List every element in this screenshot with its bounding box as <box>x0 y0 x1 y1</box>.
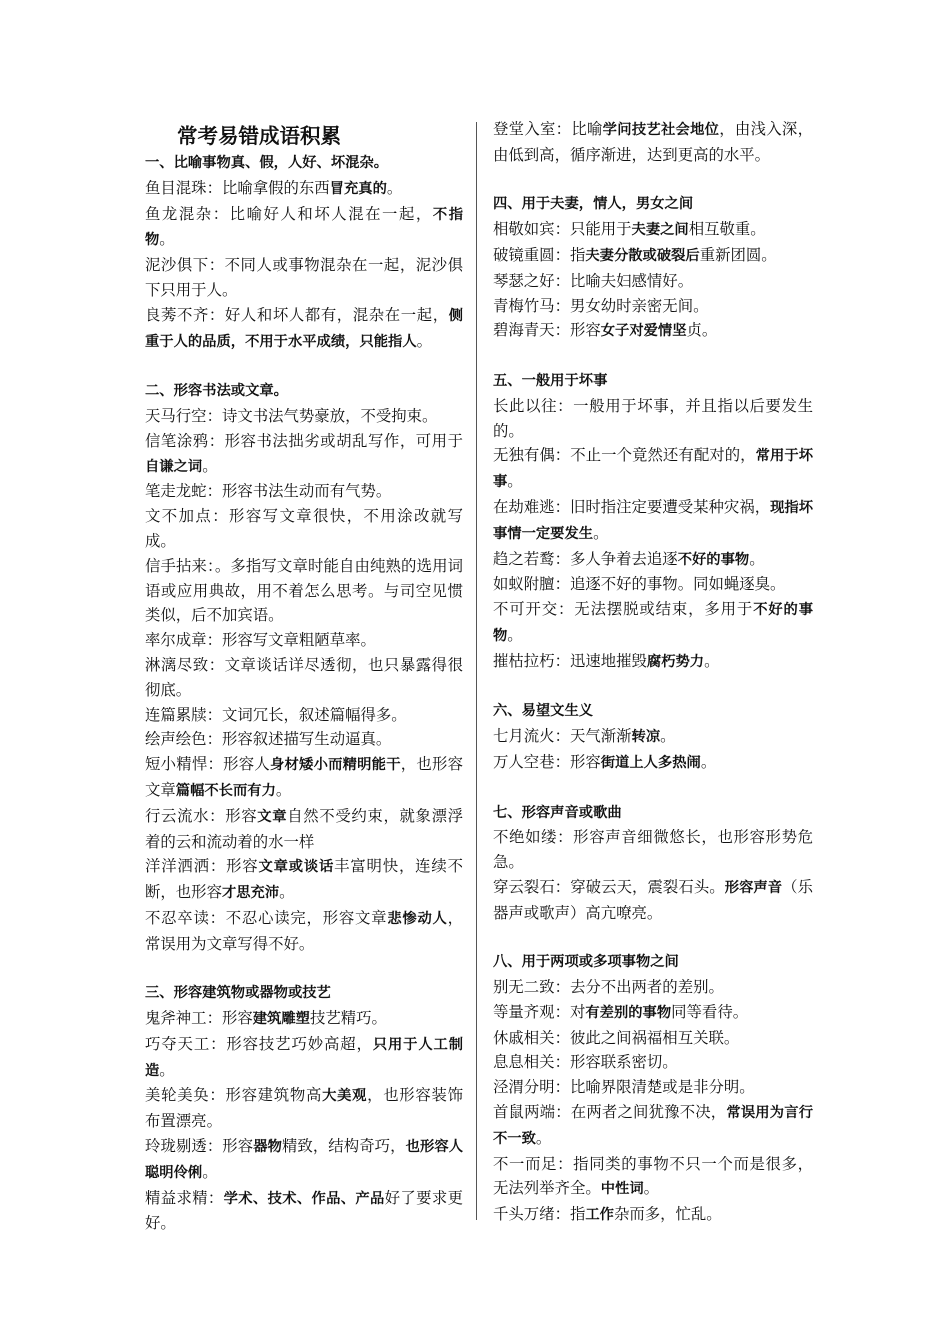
idiom-entry <box>145 1083 463 1134</box>
entry-text: 如蚁附膻：追逐不好的事物。同如蝇逐臭。 <box>493 575 786 594</box>
entry-text: 不一而足：指同类的事物不只一个而是很多，无法列举齐全。 <box>493 1154 813 1198</box>
entry-text: 。 <box>279 883 295 902</box>
entry-text: 信手拈来：。多指写文章时能自由纯熟的选用词语或应用典故，用不着怎么思考。与司空见惯类似，后不加宾语。 <box>145 556 463 625</box>
entry-text: 不忍卒读：不忍心读完，形容文章 <box>145 908 388 927</box>
entry-text: 息息相关：形容联系密切。 <box>493 1053 678 1072</box>
idiom-entry <box>145 906 463 957</box>
right-column <box>493 117 813 1228</box>
emphasis-text: 夫妻分散或破裂后 <box>585 247 700 264</box>
entry-text: 笔走龙蛇：形容书法生动而有气势。 <box>145 482 392 501</box>
emphasis-text: 学术、技术、作品、产品 <box>223 1190 385 1207</box>
entry-text: 。 <box>535 1128 552 1147</box>
entry-text: 连篇累牍：文词冗长，叙述篇幅得多。 <box>145 705 407 724</box>
emphasis-text: 形容声音 <box>724 879 783 896</box>
emphasis-text: 器物 <box>253 1139 282 1156</box>
idiom-entry <box>493 1075 813 1100</box>
entry-text: 相敬如宾：只能用于 <box>493 220 632 239</box>
emphasis-text: 工作 <box>585 1207 614 1224</box>
entry-text: 相互敬重。 <box>688 220 766 239</box>
idiom-entry <box>145 404 463 429</box>
entry-text: 万人空巷：形容 <box>493 752 601 771</box>
idiom-entry <box>493 597 813 649</box>
emphasis-text: 身材矮小而精明能干 <box>269 757 401 774</box>
idiom-entry <box>145 202 463 254</box>
entry-text: 青梅竹马：男女幼时亲密无间。 <box>493 296 709 315</box>
entry-text: 泾渭分明：比喻界限清楚或是非分明。 <box>493 1078 755 1097</box>
section-spacer <box>145 354 463 379</box>
entry-text: （乐器声或歌声）高亢嘹亮。 <box>493 877 813 922</box>
emphasis-text: 文章或谈话 <box>258 859 335 876</box>
entry-text: ，也形容装饰布置漂亮。 <box>145 1086 463 1131</box>
entry-text: 短小精悍：形容人 <box>145 755 270 774</box>
emphasis-text: 腐朽势力 <box>646 653 705 670</box>
section-spacer <box>493 776 813 801</box>
entry-text: 破镜重圆：指 <box>493 245 586 264</box>
idiom-entry <box>493 1202 813 1228</box>
idiom-entry <box>145 727 463 752</box>
idiom-entry <box>145 504 463 554</box>
entry-text: 技艺精巧。 <box>309 1009 387 1028</box>
entry-text: 信笔涂鸦：形容书法拙劣或胡乱写作，可用于 <box>145 431 463 450</box>
entry-text: 。 <box>704 651 720 670</box>
section-heading: 八、用于两项或多项事物之间 <box>493 954 679 971</box>
entry-text: 。 <box>749 549 765 568</box>
idiom-entry <box>145 653 463 703</box>
idiom-entry <box>493 394 813 444</box>
entry-text: 首鼠两端：在两者之间犹豫不决， <box>493 1103 727 1122</box>
entry-text: 率尔成章：形容写文章粗陋草率。 <box>145 631 376 650</box>
emphasis-text: 侧重于人的品质，不用于水平成绩，只能指人 <box>145 307 463 350</box>
idiom-entry <box>145 479 463 504</box>
entry-text: 洋洋洒洒：形容 <box>145 857 259 876</box>
section-heading: 三、形容建筑物或器物或技艺 <box>145 985 331 1002</box>
entry-text: 登堂入室：比喻 <box>493 120 603 138</box>
idiom-entry <box>493 750 813 776</box>
idiom-entry <box>493 875 813 926</box>
entry-text: 摧枯拉朽：迅速地摧毁 <box>493 651 647 670</box>
entry-text: ，也形容文章 <box>145 755 463 799</box>
idiom-entry <box>493 243 813 269</box>
emphasis-text: 女子对爱情坚 <box>600 323 687 340</box>
idiom-entry <box>145 1186 463 1237</box>
idiom-entry <box>145 429 463 480</box>
idiom-entry <box>145 253 463 303</box>
section-heading: 七、形容声音或歌曲 <box>493 804 622 821</box>
section-heading: 四、用于夫妻，情人，男女之间 <box>493 196 694 213</box>
idiom-entry <box>493 443 813 495</box>
emphasis-text: 中性词 <box>600 1181 644 1198</box>
entry-text: 碧海青天：形容 <box>493 321 601 340</box>
left-sections <box>145 151 463 1236</box>
entry-text: ，常误用为文章写得不好。 <box>145 908 463 953</box>
emphasis-text: 只用于人工制造 <box>145 1036 463 1079</box>
entry-text: 绘声绘色：形容叙述描写生动逼真。 <box>145 730 392 749</box>
entry-text: 。 <box>507 625 523 644</box>
section-spacer <box>145 957 463 982</box>
entry-text: 。 <box>643 1179 660 1198</box>
entry-text: 琴瑟之好：比喻夫妇感情好。 <box>493 271 694 290</box>
idiom-entry <box>145 303 463 355</box>
entry-text: 好了要求更好。 <box>145 1188 463 1233</box>
idiom-entry <box>493 269 813 294</box>
idiom-entry <box>145 628 463 653</box>
emphasis-text: 建筑雕塑 <box>252 1011 310 1028</box>
idiom-entry <box>145 703 463 728</box>
idiom-entry <box>493 572 813 597</box>
idiom-entry <box>493 495 813 547</box>
emphasis-text: 学问技艺社会地位 <box>602 122 720 138</box>
idiom-entry <box>145 752 463 804</box>
entry-text: 良莠不齐：好人和坏人都有，混杂在一起， <box>145 305 449 324</box>
column-divider <box>476 122 477 1220</box>
emphasis-text: 不好的事物 <box>677 551 750 568</box>
emphasis-text: 篇幅不长而有力 <box>175 782 276 799</box>
emphasis-text: 文章 <box>257 808 288 825</box>
entry-text: 穿云裂石：穿破云天，震裂石头。 <box>493 877 725 896</box>
entry-text: 自然不受约束，就象漂浮着的云和流动着的水一样 <box>145 806 463 851</box>
entry-text: 趋之若鹜：多人争着去追逐 <box>493 549 678 568</box>
idiom-entry <box>145 554 463 628</box>
entry-text: 。 <box>660 727 676 746</box>
entry-text: ，由浅入深，由低到高，循序渐进，达到更高的水平。 <box>493 120 813 164</box>
entry-text: 千头万绪：指 <box>493 1205 586 1224</box>
emphasis-text: 常误用为言行不一致 <box>493 1105 813 1147</box>
idiom-entry <box>145 176 463 202</box>
idiom-entry <box>493 318 813 344</box>
emphasis-text: 转凉 <box>631 729 661 746</box>
entry-text: 鬼斧神工：形容 <box>145 1009 253 1028</box>
idiom-entry <box>145 804 463 855</box>
idiom-entry <box>145 1134 463 1186</box>
idiom-entry <box>493 1026 813 1051</box>
entry-text: 天马行空：诗文书法气势豪放，不受拘束。 <box>145 406 438 425</box>
section-heading: 一、比喻事物真、假，人好、坏混杂。 <box>145 155 389 171</box>
emphasis-text: 不指物 <box>145 206 463 249</box>
emphasis-text: 自谦之词 <box>145 458 203 475</box>
entry-text: 同等看待。 <box>671 1002 749 1021</box>
idiom-entry <box>493 1152 813 1203</box>
entry-text: 。 <box>159 230 175 249</box>
entry-text: 重新团圆。 <box>699 245 777 264</box>
entry-text: 杂而多，忙乱。 <box>613 1205 722 1224</box>
emphasis-text: 也形容人聪明伶俐 <box>145 1139 463 1181</box>
idiom-entry <box>145 1032 463 1084</box>
entry-text: 精致，结构奇巧， <box>281 1137 406 1156</box>
emphasis-text: 悲惨动人 <box>387 910 448 927</box>
entry-text: 休戚相关：彼此之间祸福相互关联。 <box>493 1028 740 1047</box>
emphasis-text: 街道上人多热闹 <box>600 754 701 771</box>
entry-text: 不绝如缕：形容声音细微悠长，也形容形势危急。 <box>493 828 813 872</box>
section-spacer <box>493 675 813 700</box>
entry-text: 精益求精： <box>145 1188 224 1207</box>
idiom-entry <box>493 724 813 750</box>
entry-text: 文不加点：形容写文章很快，不用涂改就写成。 <box>145 507 463 550</box>
entry-text: 泥沙俱下：不同人或事物混杂在一起，泥沙俱下只用于人。 <box>145 256 463 299</box>
right-sections <box>493 117 813 1228</box>
entry-text: 七月流火：天气渐渐 <box>493 727 632 746</box>
idiom-entry <box>493 547 813 573</box>
entry-text: 。 <box>159 1060 175 1079</box>
emphasis-text: 常用于坏事 <box>493 448 813 491</box>
idiom-entry <box>145 854 463 906</box>
entry-text: 别无二致：去分不出两者的差别。 <box>493 978 724 997</box>
section-spacer <box>493 926 813 951</box>
idiom-entry <box>145 1006 463 1032</box>
emphasis-text: 才思充沛 <box>221 885 280 902</box>
entry-text: 。 <box>386 178 403 197</box>
entry-text: 鱼目混珠：比喻拿假的东西 <box>145 178 330 197</box>
entry-text: 。 <box>416 331 433 350</box>
emphasis-text: 有差别的事物 <box>585 1004 672 1021</box>
emphasis-text: 不好的事物 <box>493 602 813 644</box>
idiom-entry <box>493 975 813 1000</box>
emphasis-text: 大美观 <box>322 1088 368 1105</box>
entry-text: 。 <box>202 1162 218 1181</box>
section-spacer <box>493 344 813 369</box>
entry-text: 。 <box>275 780 292 799</box>
entry-text: 。 <box>202 456 218 475</box>
idiom-entry <box>493 825 813 875</box>
entry-text: 。 <box>593 523 609 542</box>
entry-text: 在劫难逃：旧时指注定要遭受某种灾祸， <box>493 497 771 516</box>
idiom-entry <box>493 117 813 168</box>
entry-text: 不可开交：无法摆脱或结束，多用于 <box>493 600 754 619</box>
emphasis-text: 夫妻之间 <box>631 222 689 239</box>
entry-text: 贞。 <box>686 321 718 340</box>
section-spacer <box>493 168 813 193</box>
entry-text: 无独有偶：不止一个竟然还有配对的， <box>493 446 756 465</box>
idiom-entry <box>493 1100 813 1152</box>
entry-text: 长此以往：一般用于坏事，并且指以后要发生的。 <box>493 396 813 440</box>
entry-text: 鱼龙混杂：比喻好人和坏人混在一起， <box>145 204 433 223</box>
entry-text: 丰富明快，连续不断，也形容 <box>145 857 463 902</box>
idiom-entry <box>493 217 813 243</box>
idiom-entry <box>493 649 813 675</box>
entry-text: 美轮美奂：形容建筑物高 <box>145 1086 323 1105</box>
left-column <box>145 117 463 1236</box>
idiom-entry <box>493 294 813 319</box>
section-heading: 六、易望文生义 <box>493 703 594 720</box>
entry-text: 巧夺天工：形容技艺巧妙高超， <box>145 1034 373 1053</box>
entry-text: 行云流水：形容 <box>145 806 258 825</box>
emphasis-text: 现指坏事情一定要发生 <box>493 499 813 542</box>
entry-text: 。 <box>700 752 717 771</box>
document-title: 常考易错成语积累 <box>177 124 341 148</box>
emphasis-text: 冒充真的 <box>329 180 387 197</box>
entry-text: 。 <box>507 472 523 491</box>
idiom-entry <box>493 1000 813 1026</box>
entry-text: 等量齐观：对 <box>493 1002 586 1021</box>
idiom-entry <box>493 1050 813 1075</box>
entry-text: 淋漓尽致：文章谈话详尽透彻，也只暴露得很彻底。 <box>145 655 463 699</box>
entry-text: 玲珑剔透：形容 <box>145 1137 254 1156</box>
section-heading: 五、一般用于坏事 <box>493 372 608 389</box>
section-heading: 二、形容书法或文章。 <box>145 383 288 400</box>
